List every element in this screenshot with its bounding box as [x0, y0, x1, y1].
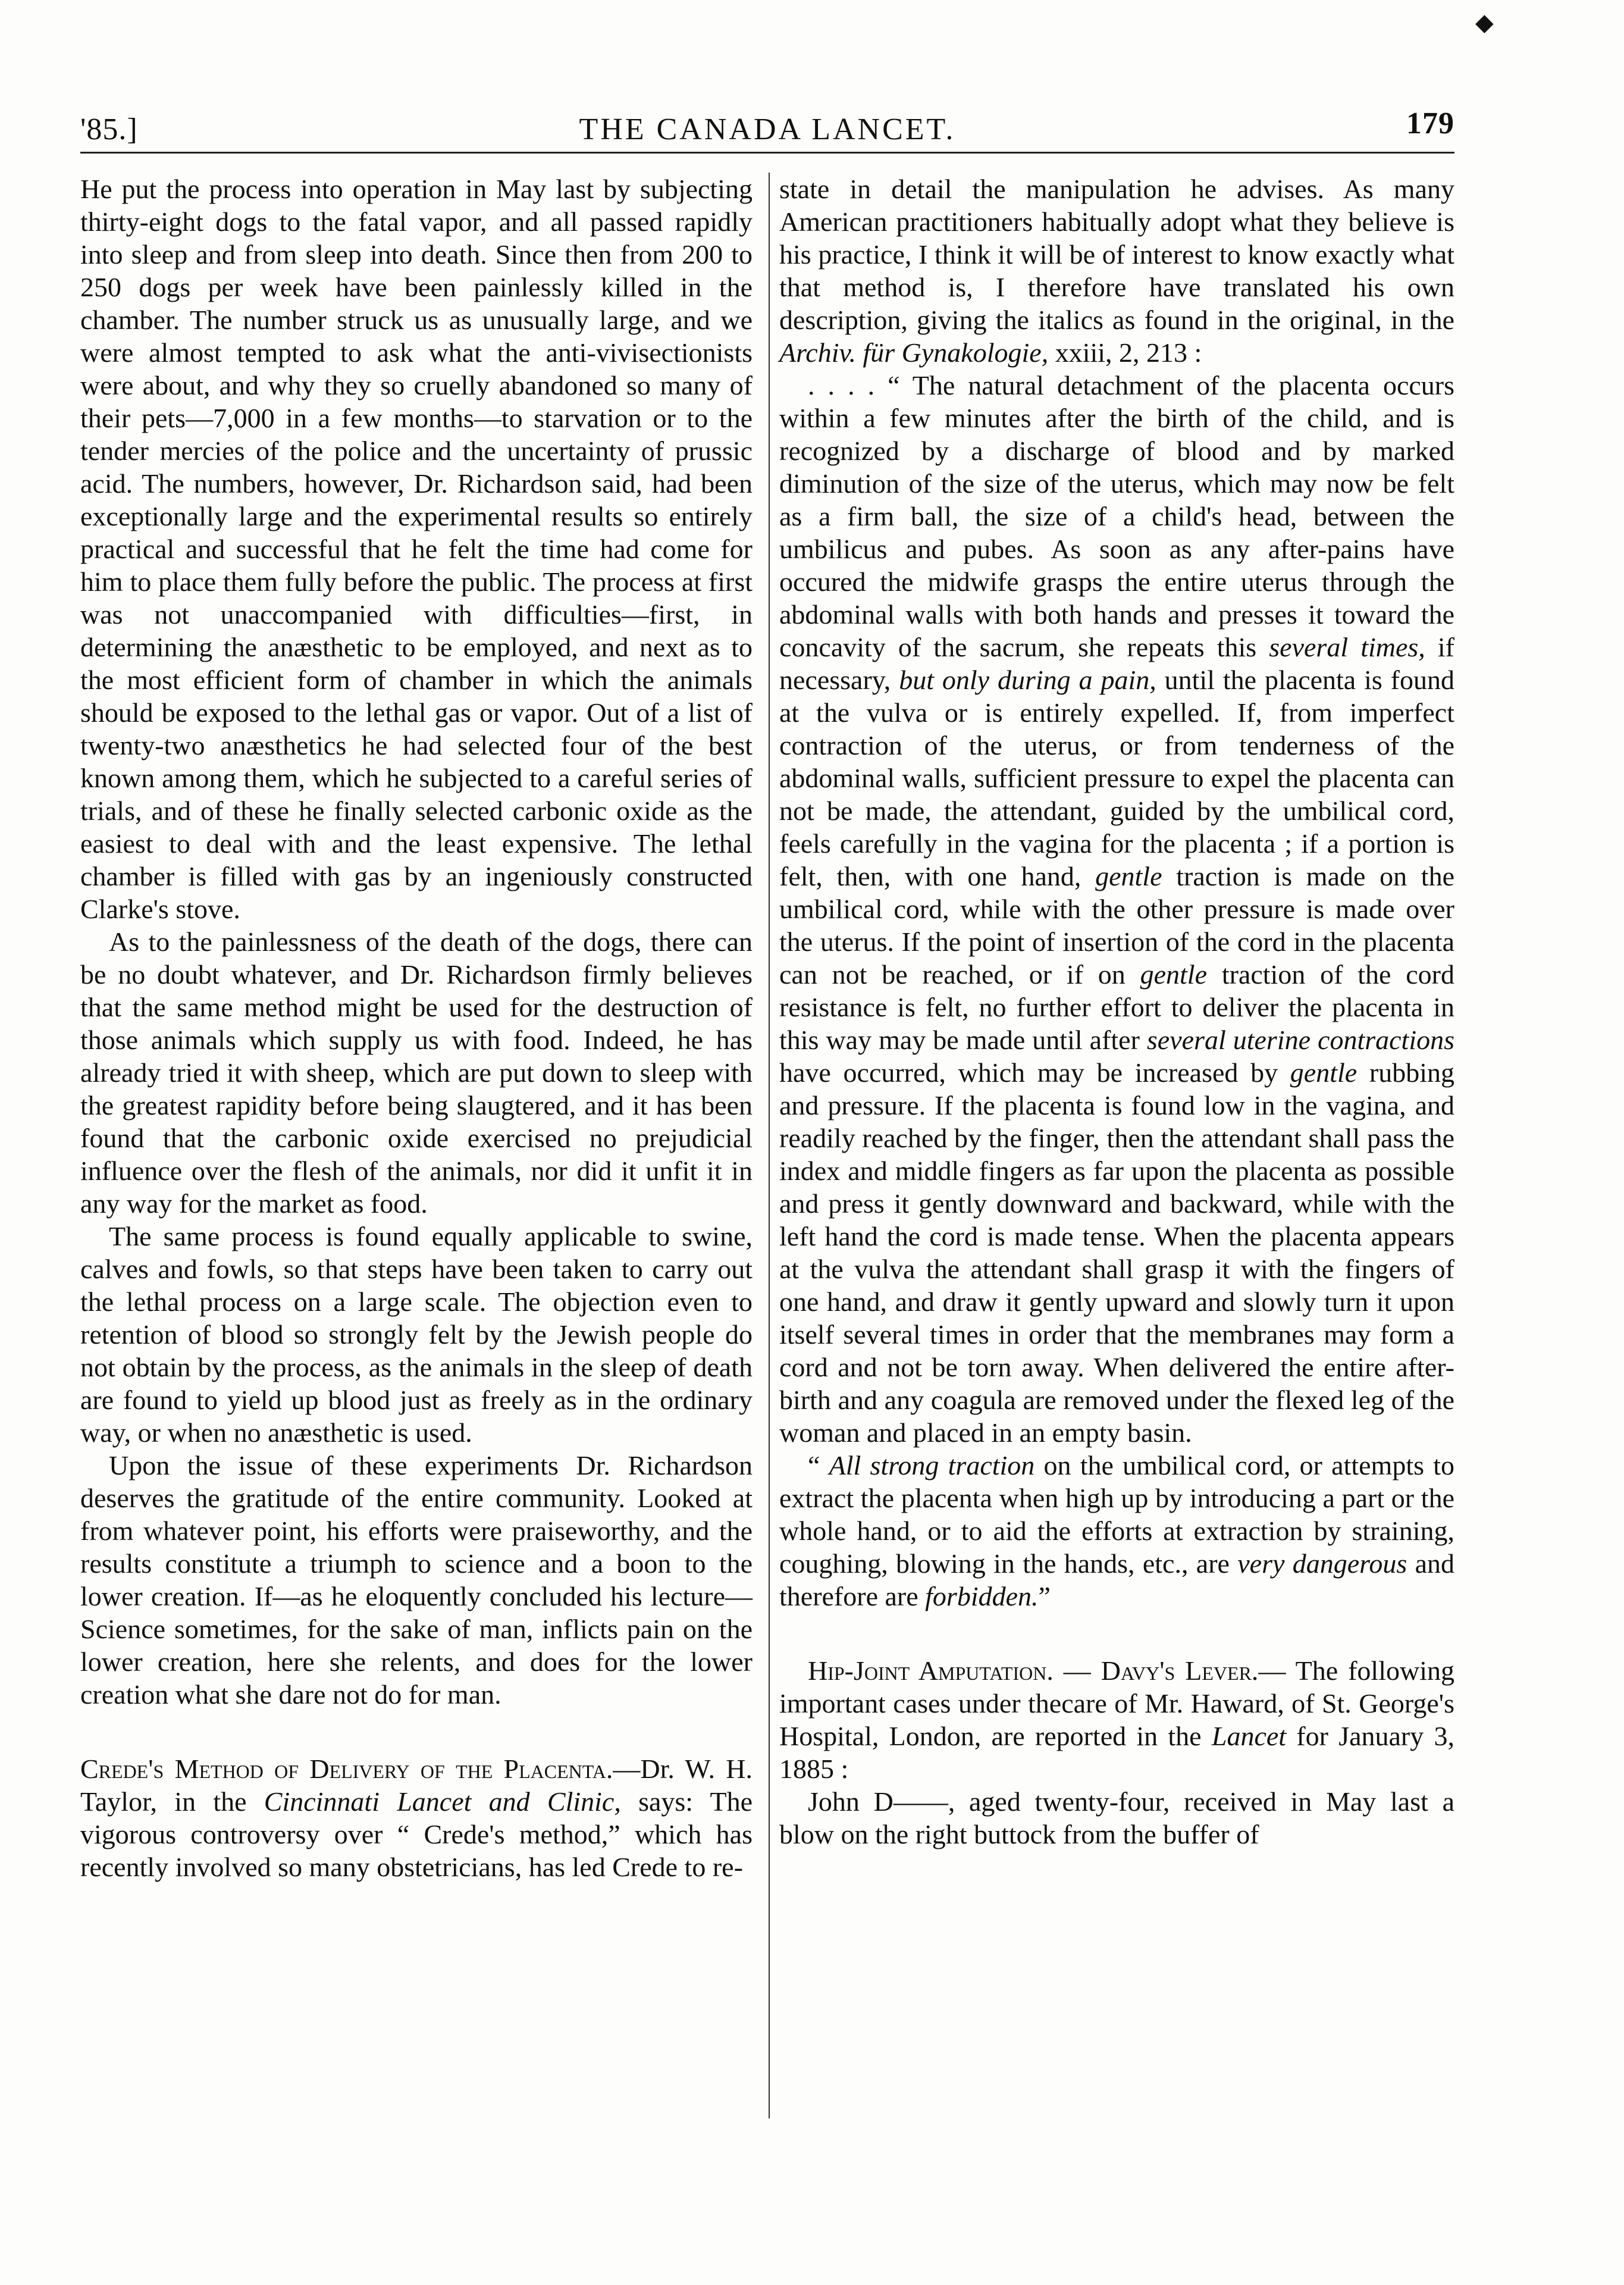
quote-text: have occurred, which may be increased by — [779, 1057, 1290, 1088]
header-rule — [80, 152, 1454, 154]
quote-text: . . . . “ The natural detachment of the placenta occurs within a few minutes after the birth of the child, and is recognized by a discharge of blood and by marked diminution of the size of the uterus, which may now be felt as a firm ball, the size of a child's head, between the umbilicus and pubes. As soon as any after-pains have occured the midwife grasps the entire uterus through the abdominal walls with both hands and presses it toward the concavity of the sacrum, she repeats this — [779, 370, 1454, 662]
italic-text: but only during a pain, — [899, 665, 1156, 695]
hip-paragraph — [779, 1654, 1454, 1785]
italic-text: forbidden. — [925, 1581, 1039, 1611]
quote-text: until the placenta is found at the vulva or is entirely expelled. If, from imperfect contraction of the uterus, or from tenderness of the abdominal walls, sufficient pressure to expel the placenta can not be made, the attendant, guided by the umbilical cord, feels carefully in the vagina for the placenta ; if a portion is felt, then, with one hand, — [779, 665, 1454, 891]
hip-text: for January 3, 1885 : — [779, 1721, 1454, 1784]
quote-text: traction is made on the umbilical cord, while with the other pressure is made over the uterus. If the point of insertion of the cord in the placenta can not be reached, or if on — [779, 861, 1454, 990]
column-divider — [769, 173, 770, 2118]
quote-text: rubbing and pressure. If the placenta is found low in the vagina, and readily reached by the finger, then the attendant shall pass the index and middle fingers as far upon the placenta as possible and press it gently downward and backward, while with the left hand the cord is made tense. When the placenta appears at the vulva the attendant shall grasp it with the fingers of one hand, and draw it gently upward and slowly turn it upon itself several times in order that the membranes may form a cord and not be torn away. When delivered the entire after-birth and any coagula are removed under the flexed leg of the woman and placed in an empty basin. — [779, 1057, 1454, 1448]
crede-text: —Dr. W. H. Taylor, in the — [80, 1754, 753, 1817]
paragraph: The same process is found equally applicable to swine, calves and fowls, so that steps have been taken to carry out the lethal process on a large scale. The objection even to retention of blood so strongly felt by the Jewish people do not obtain by the process, as the animals in the sleep of death are found to yield up blood just as freely as in the ordinary way, or when no anæsthetic is used. — [80, 1221, 753, 1448]
quote-text: on the umbilical cord, or attempts to extract the placenta when high up by introducing a part or the whole hand, or to aid the efforts at extraction by straining, coughing, blowing in the hands, etc., are — [779, 1450, 1455, 1579]
paragraph: He put the process into operation in May last by subjecting thirty-eight dogs to the fatal vapor, and all passed rapidly into sleep and from sleep into death. Since then from 200 to 250 dogs per week have been painlessly killed in the chamber. The number struck us as unusually large, and we were almost tempted to ask what the anti-vivisectionists were about, and why they so cruelly abandoned so many of their pets—7,000 in a few months—to starvation or to the tender mercies of the police and the uncertainty of prussic acid. The numbers, however, Dr. Richardson said, had been exceptionally large and the experimental results so entirely practical and successful that he felt the time had come for him to place them fully before the public. The process at first was not unaccompanied with difficulties—first, in determining the anæsthetic to be employed, and next as to the most efficient form of chamber in which the animals should be exposed to the lethal gas or vapor. Out of a list of twenty-two anæsthetics he had selected four of the best known among them, which he subjected to a careful series of trials, and of these he finally selected carbonic oxide as the easiest to deal with and the least expensive. The lethal chamber is filled with gas by an ingeniously constructed Clarke's stove. — [80, 174, 753, 924]
journal-title: THE CANADA LANCET. — [579, 112, 956, 146]
quote-mark: ” — [1038, 1581, 1051, 1611]
crede-journal: Cincinnati Lancet and Clinic, — [264, 1786, 621, 1817]
italic-text: gentle — [1140, 959, 1208, 990]
quote-paragraph — [779, 369, 1454, 1449]
italic-text: several uterine contractions — [1146, 1025, 1455, 1055]
italic-text: gentle — [1095, 861, 1162, 891]
italic-text: All strong traction — [829, 1450, 1035, 1480]
italic-text: very dangerous — [1237, 1548, 1407, 1579]
running-header — [80, 106, 1454, 154]
hip-heading: Hip-Joint Amputation. — Davy's Lever. — [808, 1655, 1259, 1686]
crede-heading: Crede's Method of Delivery of the Placenta. — [80, 1754, 613, 1784]
italic-text: several times, — [1269, 632, 1425, 662]
quote-text: if necessary, — [779, 632, 1454, 695]
paragraph — [779, 173, 1454, 369]
corner-mark: ◆ — [1475, 9, 1494, 36]
quote-paragraph — [779, 1449, 1454, 1613]
right-column — [779, 173, 1454, 1851]
intro-text: xxiii, 2, 213 : — [1048, 337, 1202, 368]
header-year: '85.] — [80, 112, 138, 146]
italic-text: gentle — [1290, 1057, 1357, 1088]
quote-text: and therefore are — [779, 1548, 1454, 1611]
left-column — [80, 173, 753, 1883]
crede-text: says: The vigorous controversy over “ Crede's method,” which has recently involved so many obstetricians, has led Crede to re- — [80, 1786, 753, 1882]
hip-text: — The following important cases under thecare of Mr. Haward, of St. George's Hospital, London, are reported in the — [779, 1655, 1454, 1751]
quote-mark: “ — [808, 1450, 829, 1480]
paragraph: Upon the issue of these experiments Dr. Richardson deserves the gratitude of the entire community. Looked at from whatever point, his efforts were praiseworthy, and the results constitute a triumph to science and a boon to the lower creation. If—as he eloquently concluded his lecture—Science sometimes, for the sake of man, inflicts pain on the lower creation, here she relents, and does for the lower creation what she dare not do for man. — [80, 1450, 753, 1710]
intro-text: state in detail the manipulation he advises. As many American practitioners habitually adopt what they believe is his practice, I think it will be of interest to know exactly what that method is, I therefore have translated his own description, giving the italics as found in the original, in the — [779, 174, 1454, 335]
lancet-title: Lancet — [1211, 1721, 1287, 1751]
crede-paragraph — [80, 1752, 753, 1883]
paragraph: As to the painlessness of the death of the dogs, there can be no doubt whatever, and Dr. Richardson firmly believes that the same method might be used for the destruction of those animals which supply us with food. Indeed, he has already tried it with sheep, which are put down to sleep with the greatest rapidity before being slaugtered, and it has been found that the carbonic oxide exercised no prejudicial influence over the flesh of the animals, nor did it unfit it in any way for the market as food. — [80, 926, 753, 1219]
quote-text: traction of the cord resistance is felt, no further effort to deliver the placenta in this way may be made until after — [779, 959, 1454, 1055]
page-number: 179 — [1406, 107, 1454, 140]
paragraph: John D——, aged twenty-four, received in May last a blow on the right buttock from the buffer of — [779, 1786, 1454, 1849]
archiv-title: Archiv. für Gynakologie, — [779, 337, 1049, 368]
